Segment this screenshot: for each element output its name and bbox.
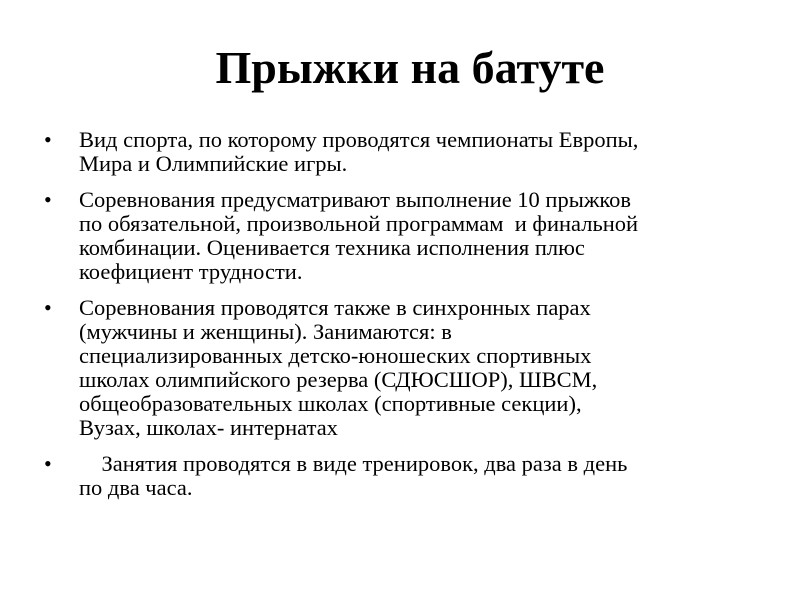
bullet-text: Соревнования предусматривают выполнение 10 прыжков по обязательной, произвольной программам и финальной комбинации. Оценивается техника исполнения плюс коефициент трудности.: [79, 187, 639, 284]
bullet-icon: •: [44, 295, 52, 320]
bullet-text: Занятия проводятся в виде тренировок, два раза в день по два часа.: [79, 451, 628, 500]
slide-title: Прыжки на батуте: [215, 42, 605, 93]
bullet-list: [44, 128, 760, 512]
bullet-item: [44, 296, 760, 440]
bullet-text: Соревнования проводятся также в синхронных парах (мужчины и женщины). Занимаются: в специализированных детско-юношеских спортивных школах олимпийского резерва (СДЮСШОР), ШВСМ, общеобразовательных школах (спортивные секции), Вузах, школах- интернатах: [79, 295, 598, 440]
bullet-item: [44, 188, 760, 284]
bullet-item: [44, 452, 760, 500]
bullet-text: Вид спорта, по которому проводятся чемпионаты Европы, Мира и Олимпийские игры.: [79, 127, 639, 176]
bullet-item: [44, 128, 760, 176]
bullet-icon: •: [44, 451, 52, 476]
bullet-icon: •: [44, 127, 52, 152]
bullet-icon: •: [44, 187, 52, 212]
